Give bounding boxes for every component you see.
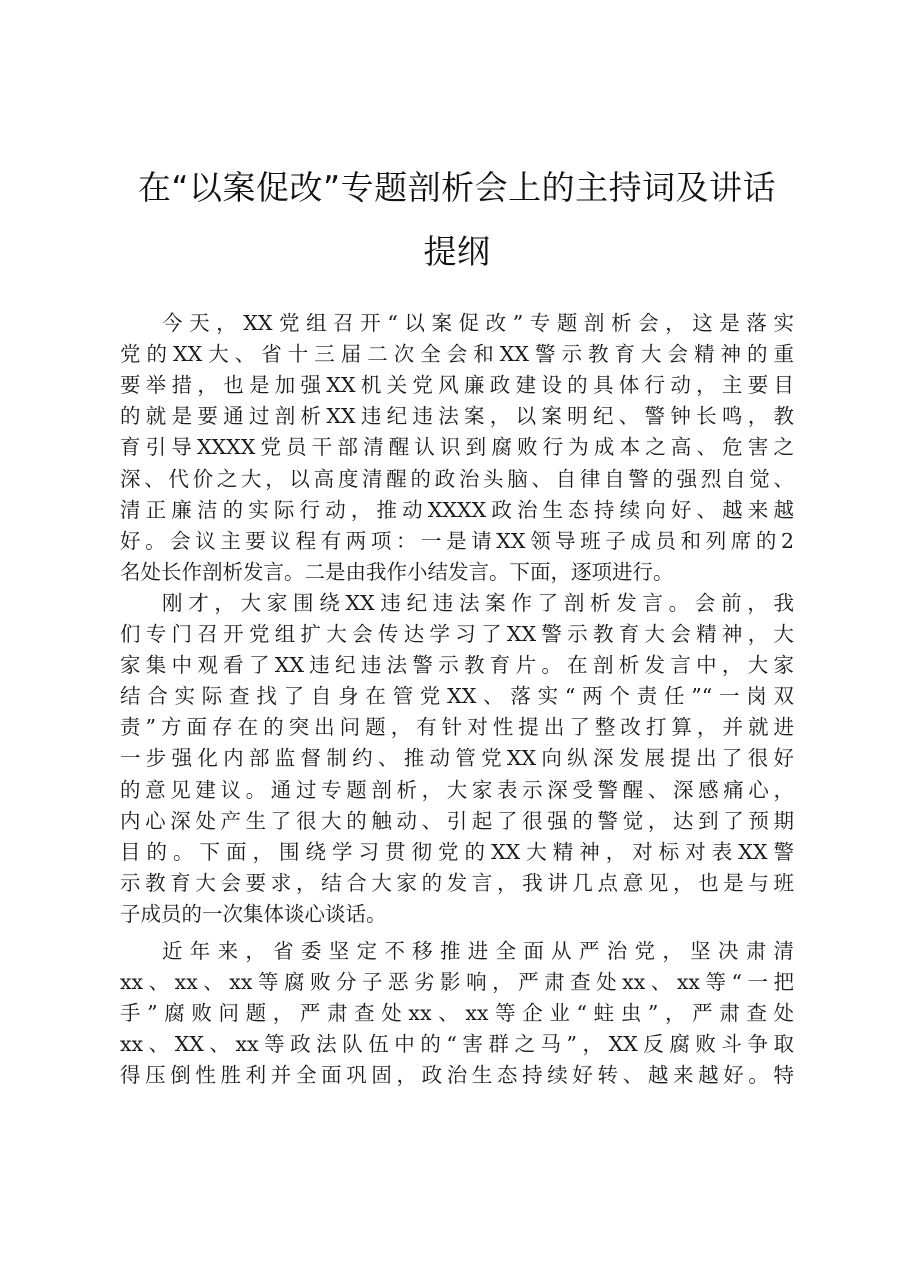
body-text-line: 刚才，大家围绕XX违纪违法案作了剖析发言。会前，我 bbox=[162, 590, 794, 615]
body-text-line: 好。会议主要议程有两项：一是请XX领导班子成员和列席的2 bbox=[120, 528, 794, 553]
body-text-line: 子成员的一次集体谈心谈话。 bbox=[120, 901, 387, 926]
body-text-line: 今天，XX党组召开“以案促改”专题剖析会，这是落实 bbox=[162, 311, 794, 335]
body-text-line: 示教育大会要求，结合大家的发言，我讲几点意见，也是与班 bbox=[120, 870, 794, 895]
body-text-line: 得压倒性胜利并全面巩固，政治生态持续好转、越来越好。特 bbox=[120, 1063, 794, 1088]
body-text-line: 清正廉洁的实际行动，推动XXXX政治生态持续向好、越来越 bbox=[120, 497, 794, 522]
body-text-line: 的意见建议。通过专题剖析，大家表示深受警醒、深感痛心， bbox=[120, 777, 794, 802]
body-text-line: 育引导XXXX党员干部清醒认识到腐败行为成本之高、危害之 bbox=[120, 435, 794, 460]
body-text-line: 们专门召开党组扩大会传达学习了XX警示教育大会精神，大 bbox=[120, 622, 794, 646]
body-text-line: xx、xx、xx等腐败分子恶劣影响，严肃查处xx、xx等“一把 bbox=[120, 970, 794, 995]
body-text-line: 名处长作剖析发言。二是由我作小结发言。下面，逐项进行。 bbox=[120, 559, 674, 584]
body-text-line: 党的XX大、省十三届二次全会和XX警示教育大会精神的重 bbox=[120, 342, 794, 367]
body-text-line: 一步强化内部监督制约、推动管党XX向纵深发展提出了很好 bbox=[120, 746, 794, 771]
body-text-line: 结合实际查找了自身在管党XX、落实“两个责任”“一岗双 bbox=[120, 684, 794, 709]
document-title-line-2: 提纲 bbox=[423, 232, 491, 271]
document-title-line-1: 在“以案促改”专题剖析会上的主持词及讲话 bbox=[137, 168, 777, 207]
body-text-line: 要举措，也是加强XX机关党风廉政建设的具体行动，主要目 bbox=[120, 373, 794, 398]
body-text-line: 手”腐败问题，严肃查处xx、xx等企业“蛀虫”，严肃查处 bbox=[120, 1001, 794, 1026]
body-text-line: 深、代价之大，以高度清醒的政治头脑、自律自警的强烈自觉、 bbox=[120, 466, 794, 491]
body-text-line: xx、XX、xx等政法队伍中的“害群之马”，XX反腐败斗争取 bbox=[120, 1032, 794, 1057]
body-text-line: 的就是要通过剖析XX违纪违法案，以案明纪、警钟长鸣，教 bbox=[120, 404, 794, 429]
body-text-line: 目的。下面，围绕学习贯彻党的XX大精神，对标对表XX警 bbox=[120, 839, 794, 864]
body-text-line: 责”方面存在的突出问题，有针对性提出了整改打算，并就进 bbox=[120, 715, 794, 740]
body-text-line: 内心深处产生了很大的触动、引起了很强的警觉，达到了预期 bbox=[120, 808, 794, 833]
body-text-line: 家集中观看了XX违纪违法警示教育片。在剖析发言中，大家 bbox=[120, 653, 794, 678]
body-text-line: 近年来，省委坚定不移推进全面从严治党，坚决肃清 bbox=[162, 939, 794, 963]
